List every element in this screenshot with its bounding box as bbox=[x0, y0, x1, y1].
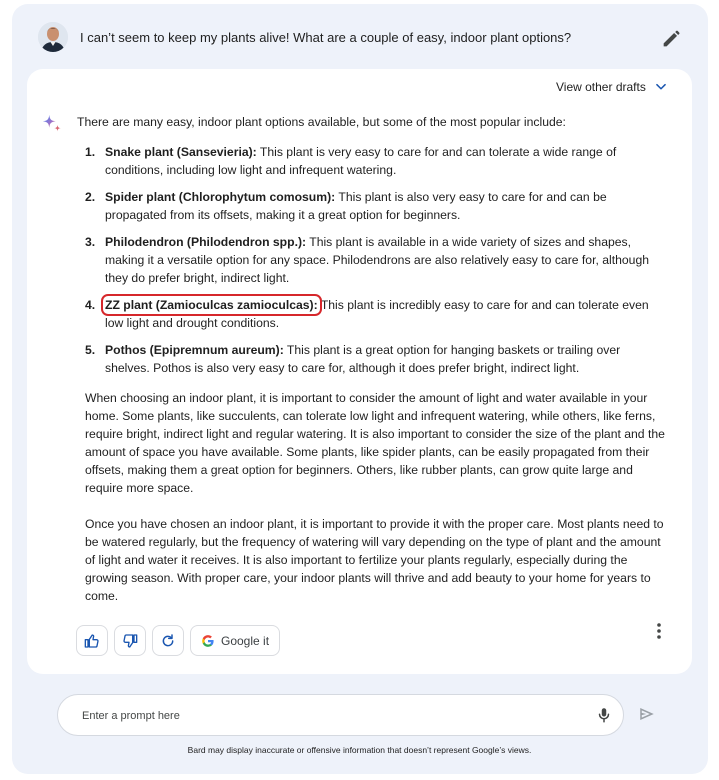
list-item-number: 5. bbox=[85, 343, 96, 357]
response-content bbox=[77, 113, 667, 605]
more-options-button[interactable] bbox=[651, 621, 667, 641]
list-item-number: 4. bbox=[85, 298, 96, 312]
send-icon bbox=[638, 705, 656, 723]
plant-description: This plant is also very easy to care for and can be propagated from its offsets, making it a great option for beginners. bbox=[105, 190, 607, 222]
chevron-down-icon bbox=[654, 80, 668, 94]
response-paragraph: When choosing an indoor plant, it is important to consider the amount of light and water available in your home. Some plants, like succulents, can tolerate low light and infrequent watering, while others, like ferns, require bright, indirect light and regular watering. It is also important to consider the size of the plant and the amount of space you have available. Some plants, like spider plants, can be easily propagated from their offsets, making them a great option for beginners. Others, like rubber plants, can grow quite large and require more space. bbox=[85, 391, 665, 495]
thumbs-up-icon bbox=[84, 633, 100, 649]
plant-description: This plant is available in a wide variety of sizes and shapes, making it a versatile option for any space. Philodendrons are also relatively easy to care for, although they do prefer bright, indirect light. bbox=[105, 235, 650, 285]
thumbs-down-button[interactable] bbox=[114, 625, 146, 656]
list-item bbox=[85, 233, 667, 287]
microphone-button[interactable] bbox=[595, 705, 613, 725]
response-card bbox=[27, 69, 692, 674]
user-prompt-row bbox=[38, 22, 688, 56]
send-button[interactable] bbox=[638, 705, 656, 723]
list-item bbox=[85, 341, 667, 377]
plant-list bbox=[85, 143, 667, 377]
highlighted-plant-name: ZZ plant (Zamioculcas zamioculcas): bbox=[105, 298, 318, 312]
pencil-icon bbox=[660, 28, 682, 50]
list-item-number: 1. bbox=[85, 145, 96, 159]
refresh-icon bbox=[160, 633, 176, 649]
list-item bbox=[85, 188, 667, 224]
user-prompt-text: I can’t seem to keep my plants alive! What are a couple of easy, indoor plant options? bbox=[80, 30, 572, 45]
plant-description: This plant is incredibly easy to care for and can tolerate even low light and drought conditions. bbox=[105, 298, 649, 330]
plant-name: Philodendron (Philodendron spp.): bbox=[105, 235, 307, 249]
list-item bbox=[85, 296, 667, 332]
list-item bbox=[85, 143, 667, 179]
response-actions bbox=[76, 625, 280, 656]
prompt-input[interactable] bbox=[82, 706, 562, 726]
microphone-icon bbox=[595, 705, 613, 725]
google-it-button[interactable] bbox=[190, 625, 280, 656]
thumbs-up-button[interactable] bbox=[76, 625, 108, 656]
response-paragraph: Once you have chosen an indoor plant, it is important to provide it with the proper care. Most plants need to be watered regularly, but the frequency of watering will vary depending on the type of plant and the amount of light and water it receives. It is also important to fertilize your plants regularly, especially during the growing season. With proper care, your indoor plants will thrive and add beauty to your home for years to come. bbox=[85, 517, 664, 603]
thumbs-down-icon bbox=[122, 633, 138, 649]
disclaimer-text: Bard may display inaccurate or offensive information that doesn’t represent Google’s views. bbox=[187, 745, 532, 755]
plant-name: Spider plant (Chlorophytum comosum): bbox=[105, 190, 336, 204]
avatar bbox=[38, 22, 68, 52]
view-other-drafts-button[interactable] bbox=[556, 80, 668, 94]
response-intro: There are many easy, indoor plant options available, but some of the most popular include: bbox=[77, 115, 566, 129]
regenerate-button[interactable] bbox=[152, 625, 184, 656]
google-it-label: Google it bbox=[221, 633, 270, 648]
plant-name: Snake plant (Sansevieria): bbox=[105, 145, 257, 159]
plant-description: This plant is a great option for hanging baskets or trailing over shelves. Pothos is also very easy to care for, although it does prefer bright, indirect light. bbox=[105, 343, 621, 375]
more-vert-icon bbox=[651, 621, 667, 641]
prompt-composer bbox=[57, 694, 624, 736]
google-g-icon bbox=[201, 634, 215, 648]
edit-prompt-button[interactable] bbox=[660, 28, 682, 50]
list-item-number: 3. bbox=[85, 235, 96, 249]
list-item-number: 2. bbox=[85, 190, 96, 204]
plant-name: Pothos (Epipremnum aureum): bbox=[105, 343, 284, 357]
plant-description: This plant is very easy to care for and can tolerate a wide range of conditions, including low light and infrequent watering. bbox=[105, 145, 617, 177]
view-other-drafts-label: View other drafts bbox=[556, 80, 646, 94]
sparkle-icon bbox=[41, 113, 63, 135]
